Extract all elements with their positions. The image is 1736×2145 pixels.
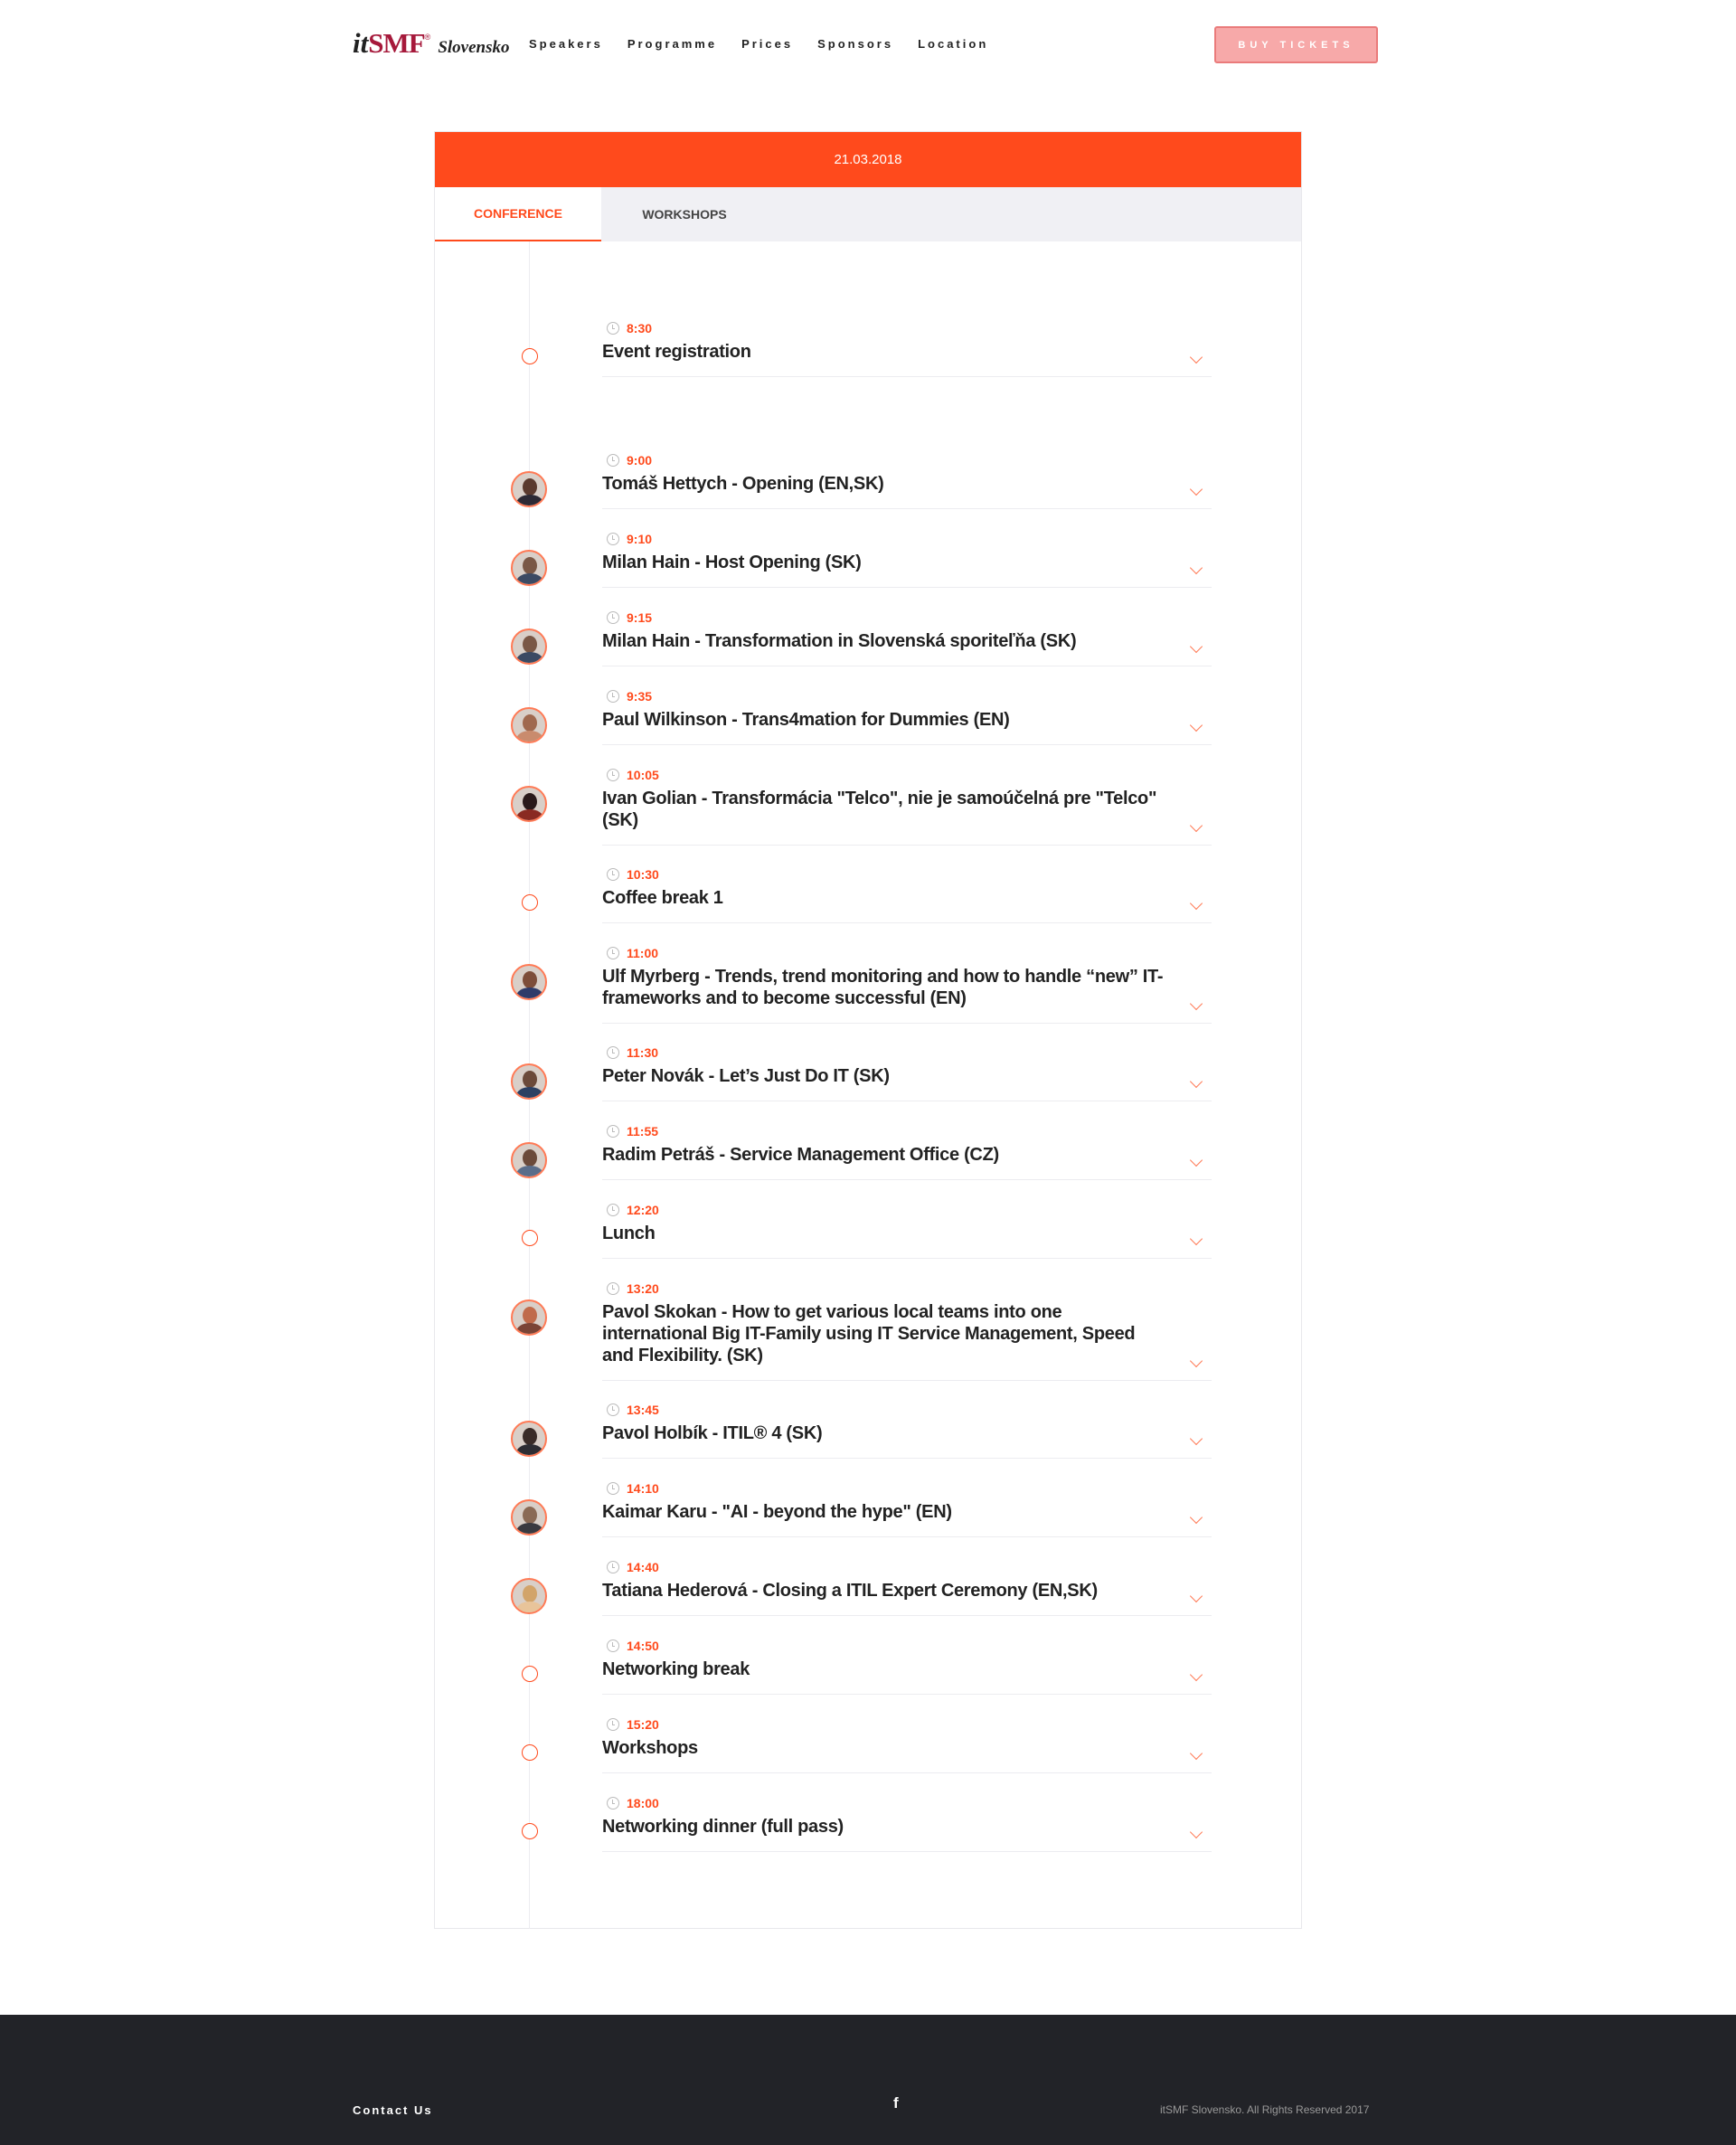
schedule-item[interactable] <box>435 867 1301 923</box>
schedule-item-content[interactable] <box>602 1560 1212 1616</box>
site-footer <box>0 2015 1736 2145</box>
buy-tickets-button[interactable]: BUY TICKETS <box>1214 26 1378 63</box>
time-row <box>602 321 1212 335</box>
speaker-avatar <box>511 1063 547 1100</box>
item-time: 18:00 <box>627 1796 659 1810</box>
time-row <box>602 1639 1212 1653</box>
speaker-avatar <box>511 1299 547 1336</box>
timeline-dot-icon <box>522 1823 538 1839</box>
schedule-item-content[interactable] <box>602 1796 1212 1852</box>
schedule-item[interactable] <box>435 610 1301 666</box>
speaker-avatar <box>511 1421 547 1457</box>
timeline-dot-icon <box>522 1744 538 1761</box>
schedule-item[interactable] <box>435 946 1301 1024</box>
item-time: 11:30 <box>627 1045 659 1060</box>
item-title[interactable]: Peter Novák - Let’s Just Do IT (SK) <box>602 1066 890 1086</box>
item-time: 9:10 <box>627 532 653 546</box>
schedule-item[interactable] <box>435 1203 1301 1259</box>
clock-icon <box>607 1482 619 1495</box>
speaker-avatar <box>511 628 547 665</box>
itsmf-logo[interactable] <box>353 27 510 60</box>
speaker-avatar <box>511 550 547 586</box>
item-title[interactable]: Event registration <box>602 342 751 362</box>
item-title[interactable]: Networking break <box>602 1659 750 1679</box>
schedule-item-content[interactable] <box>602 1639 1212 1695</box>
time-row <box>602 532 1212 546</box>
item-title[interactable]: Tomáš Hettych - Opening (EN,SK) <box>602 474 884 494</box>
time-row <box>602 610 1212 625</box>
item-title[interactable]: Workshops <box>602 1738 698 1758</box>
item-time: 13:20 <box>627 1281 659 1296</box>
speaker-avatar <box>511 964 547 1000</box>
clock-icon <box>607 454 619 467</box>
timeline-dot-icon <box>522 1230 538 1246</box>
item-time: 15:20 <box>627 1717 659 1732</box>
schedule-item[interactable] <box>435 1281 1301 1381</box>
clock-icon <box>607 1204 619 1216</box>
schedule-item[interactable] <box>435 1124 1301 1180</box>
tab-conference[interactable]: CONFERENCE <box>435 187 601 241</box>
schedule-item-content[interactable] <box>602 1124 1212 1180</box>
schedule-item[interactable] <box>435 532 1301 588</box>
schedule-card <box>434 131 1302 1929</box>
item-time: 14:50 <box>627 1639 659 1653</box>
time-row <box>602 689 1212 704</box>
schedule-item-content[interactable] <box>602 453 1212 509</box>
timeline-dot-icon <box>522 348 538 364</box>
item-title[interactable]: Kaimar Karu - "AI - beyond the hype" (EN) <box>602 1502 952 1522</box>
item-title[interactable]: Pavol Skokan - How to get various local teams into one international Big IT-Family using IT Service Management, Speed and Flexibility. (SK) <box>602 1302 1136 1365</box>
time-row <box>602 768 1212 782</box>
clock-icon <box>607 1125 619 1138</box>
speaker-avatar <box>511 471 547 507</box>
schedule-tabs <box>435 187 1301 241</box>
clock-icon <box>607 611 619 624</box>
schedule-item-content[interactable] <box>602 1203 1212 1259</box>
item-title[interactable]: Radim Petráš - Service Management Office (CZ) <box>602 1145 999 1165</box>
time-row <box>602 1481 1212 1496</box>
time-row <box>602 946 1212 960</box>
time-row <box>602 1717 1212 1732</box>
logo-registered: ® <box>424 33 431 42</box>
time-row <box>602 867 1212 882</box>
clock-icon <box>607 1561 619 1573</box>
schedule-item-content[interactable] <box>602 321 1212 377</box>
schedule-item-content[interactable] <box>602 768 1212 846</box>
timeline-dot-icon <box>522 1666 538 1682</box>
speaker-avatar <box>511 1578 547 1614</box>
schedule-item-content[interactable] <box>602 1481 1212 1537</box>
speaker-avatar <box>511 786 547 822</box>
schedule-item-content[interactable] <box>602 689 1212 745</box>
item-title[interactable]: Lunch <box>602 1224 656 1243</box>
item-title[interactable]: Networking dinner (full pass) <box>602 1817 844 1837</box>
schedule-item-content[interactable] <box>602 1281 1212 1381</box>
clock-icon <box>607 769 619 781</box>
item-title[interactable]: Pavol Holbík - ITIL® 4 (SK) <box>602 1423 823 1443</box>
item-title[interactable]: Coffee break 1 <box>602 888 723 908</box>
item-title[interactable]: Ulf Myrberg - Trends, trend monitoring and how to handle “new” IT-frameworks and to become successful (EN) <box>602 967 1164 1008</box>
schedule-item-content[interactable] <box>602 1717 1212 1773</box>
logo-it: it <box>353 27 369 59</box>
main-nav <box>529 37 1013 51</box>
schedule-item-content[interactable] <box>602 610 1212 666</box>
schedule-item[interactable] <box>435 1639 1301 1695</box>
item-time: 11:00 <box>627 946 659 960</box>
clock-icon <box>607 533 619 545</box>
schedule-item[interactable] <box>435 453 1301 509</box>
schedule-item[interactable] <box>435 1717 1301 1773</box>
clock-icon <box>607 1046 619 1059</box>
schedule-item[interactable] <box>435 1045 1301 1101</box>
schedule-item[interactable] <box>435 1403 1301 1459</box>
item-time: 12:20 <box>627 1203 659 1217</box>
speaker-avatar <box>511 1142 547 1178</box>
contact-us-link[interactable]: Contact Us <box>353 2103 433 2117</box>
schedule-item-content[interactable] <box>602 1403 1212 1459</box>
time-row <box>602 1281 1212 1296</box>
tab-workshops[interactable]: WORKSHOPS <box>642 207 727 222</box>
copyright-text: itSMF Slovensko. All Rights Reserved 2017 <box>1160 2103 1370 2116</box>
schedule-item-content[interactable] <box>602 1045 1212 1101</box>
schedule-item-content[interactable] <box>602 867 1212 923</box>
time-row <box>602 1045 1212 1060</box>
item-title[interactable]: Milan Hain - Transformation in Slovenská sporiteľňa (SK) <box>602 631 1077 651</box>
clock-icon <box>607 690 619 703</box>
schedule-item-content[interactable] <box>602 946 1212 1024</box>
clock-icon <box>607 868 619 881</box>
item-title[interactable]: Tatiana Hederová - Closing a ITIL Expert Ceremony (EN,SK) <box>602 1581 1098 1601</box>
schedule-item[interactable] <box>435 321 1301 377</box>
clock-icon <box>607 1718 619 1731</box>
logo-smf: SMF <box>368 27 425 59</box>
schedule-item[interactable] <box>435 1481 1301 1537</box>
item-time: 10:30 <box>627 867 659 882</box>
nav-location[interactable]: Location <box>918 37 989 51</box>
time-row <box>602 1403 1212 1417</box>
logo-region: Slovensko <box>438 38 510 57</box>
clock-icon <box>607 1403 619 1416</box>
time-row <box>602 453 1212 468</box>
facebook-icon[interactable]: f <box>893 2094 899 2112</box>
nav-programme[interactable]: Programme <box>627 37 718 51</box>
clock-icon <box>607 1797 619 1810</box>
item-time: 9:00 <box>627 453 653 468</box>
speaker-avatar <box>511 1499 547 1536</box>
time-row <box>602 1203 1212 1217</box>
speaker-avatar <box>511 707 547 743</box>
nav-speakers[interactable]: Speakers <box>529 37 603 51</box>
item-time: 9:15 <box>627 610 653 625</box>
item-time: 8:30 <box>627 321 653 335</box>
schedule-item-content[interactable] <box>602 532 1212 588</box>
item-title[interactable]: Milan Hain - Host Opening (SK) <box>602 553 862 572</box>
item-time: 14:10 <box>627 1481 659 1496</box>
time-row <box>602 1124 1212 1139</box>
schedule-date[interactable]: 21.03.2018 <box>435 132 1301 187</box>
item-time: 13:45 <box>627 1403 659 1417</box>
schedule-item[interactable] <box>435 768 1301 846</box>
nav-sponsors[interactable]: Sponsors <box>817 37 894 51</box>
item-title[interactable]: Ivan Golian - Transformácia "Telco", nie je samoúčelná pre "Telco" (SK) <box>602 789 1157 830</box>
timeline-dot-icon <box>522 894 538 911</box>
nav-prices[interactable]: Prices <box>741 37 794 51</box>
time-row <box>602 1796 1212 1810</box>
item-title[interactable]: Paul Wilkinson - Trans4mation for Dummies (EN) <box>602 710 1010 730</box>
schedule-item[interactable] <box>435 1560 1301 1616</box>
clock-icon <box>607 322 619 335</box>
schedule-item[interactable] <box>435 689 1301 745</box>
item-time: 9:35 <box>627 689 653 704</box>
item-time: 10:05 <box>627 768 659 782</box>
clock-icon <box>607 1282 619 1295</box>
time-row <box>602 1560 1212 1574</box>
clock-icon <box>607 947 619 959</box>
item-time: 14:40 <box>627 1560 659 1574</box>
schedule-item[interactable] <box>435 1796 1301 1852</box>
site-header <box>0 0 1736 90</box>
clock-icon <box>607 1639 619 1652</box>
item-time: 11:55 <box>627 1124 659 1139</box>
